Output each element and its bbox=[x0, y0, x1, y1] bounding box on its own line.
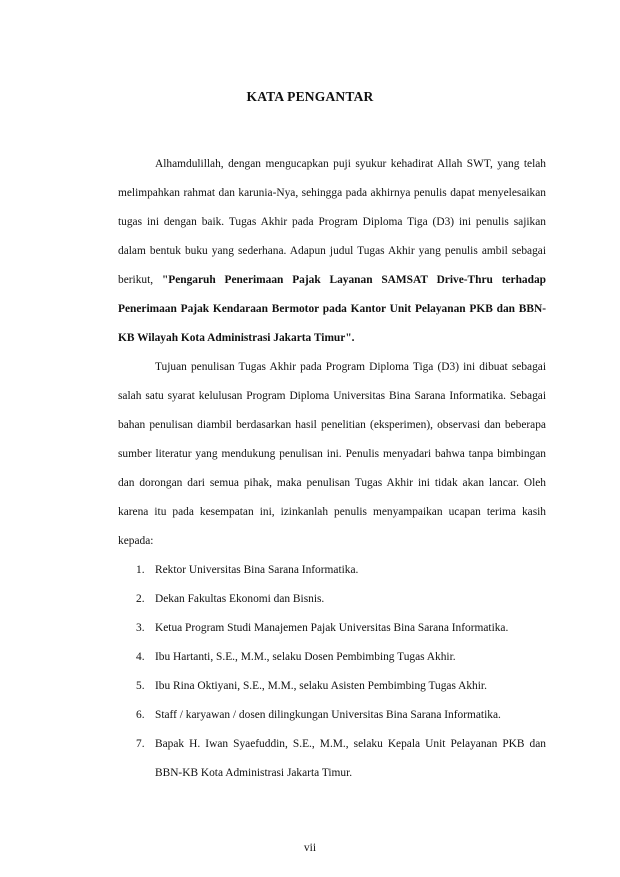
list-item-text: Staff / karyawan / dosen dilingkungan Universitas Bina Sarana Informatika. bbox=[155, 709, 501, 721]
paragraph-intro bbox=[118, 150, 546, 353]
page-title: KATA PENGANTAR bbox=[246, 89, 374, 104]
list-item bbox=[118, 556, 546, 585]
list-item bbox=[118, 730, 546, 788]
thesis-title-bold: "Pengaruh Penerimaan Pajak Layanan SAMSAT Drive-Thru terhadap Penerimaan Pajak Kendaraan Bermotor pada Kantor Unit Pelayanan PKB dan BBN-KB Wilayah Kota Administrasi Jakarta Timur". bbox=[118, 274, 546, 344]
list-item-number: 5. bbox=[136, 680, 145, 692]
list-item bbox=[118, 672, 546, 701]
list-item-text: Rektor Universitas Bina Sarana Informatika. bbox=[155, 564, 359, 576]
paragraph-purpose: Tujuan penulisan Tugas Akhir pada Program Diploma Tiga (D3) ini dibuat sebagai salah satu syarat kelulusan Program Diploma Universitas Bina Sarana Informatika. Sebagai bahan penulisan diambil berdasarkan hasil penelitian (eksperimen), observasi dan beberapa sumber literatur yang mendukung penulisan ini. Penulis menyadari bahwa tanpa bimbingan dan dorongan dari semua pihak, maka penulisan Tugas Akhir ini tidak akan lancar. Oleh karena itu pada kesempatan ini, izinkanlah penulis menyampaikan ucapan terima kasih kepada: bbox=[118, 361, 546, 547]
list-item-text: Ketua Program Studi Manajemen Pajak Universitas Bina Sarana Informatika. bbox=[155, 622, 509, 634]
list-item-number: 7. bbox=[136, 738, 145, 750]
list-item-text: Bapak H. Iwan Syaefuddin, S.E., M.M., selaku Kepala Unit Pelayanan PKB dan BBN-KB Kota Administrasi Jakarta Timur. bbox=[155, 738, 546, 779]
list-item bbox=[118, 701, 546, 730]
list-item-number: 3. bbox=[136, 622, 145, 634]
list-item-number: 1. bbox=[136, 564, 145, 576]
list-item-number: 6. bbox=[136, 709, 145, 721]
list-item-text: Ibu Hartanti, S.E., M.M., selaku Dosen Pembimbing Tugas Akhir. bbox=[155, 651, 456, 663]
list-item-number: 2. bbox=[136, 593, 145, 605]
document-body bbox=[118, 150, 546, 788]
list-item-text: Dekan Fakultas Ekonomi dan Bisnis. bbox=[155, 593, 325, 605]
list-item-number: 4. bbox=[136, 651, 145, 663]
list-item bbox=[118, 585, 546, 614]
acknowledgement-list bbox=[118, 556, 546, 788]
list-item bbox=[118, 614, 546, 643]
paragraph-intro-text: Alhamdulillah, dengan mengucapkan puji syukur kehadirat Allah SWT, yang telah melimpahkan rahmat dan karunia-Nya, sehingga pada akhirnya penulis dapat menyelesaikan tugas ini dengan baik. Tugas Akhir pada Program Diploma Tiga (D3) ini penulis sajikan dalam bentuk buku yang sederhana. Adapun judul Tugas Akhir yang penulis ambil sebagai berikut, bbox=[118, 158, 546, 286]
list-item-text: Ibu Rina Oktiyani, S.E., M.M., selaku Asisten Pembimbing Tugas Akhir. bbox=[155, 680, 487, 692]
page-number: vii bbox=[303, 842, 317, 854]
list-item bbox=[118, 643, 546, 672]
